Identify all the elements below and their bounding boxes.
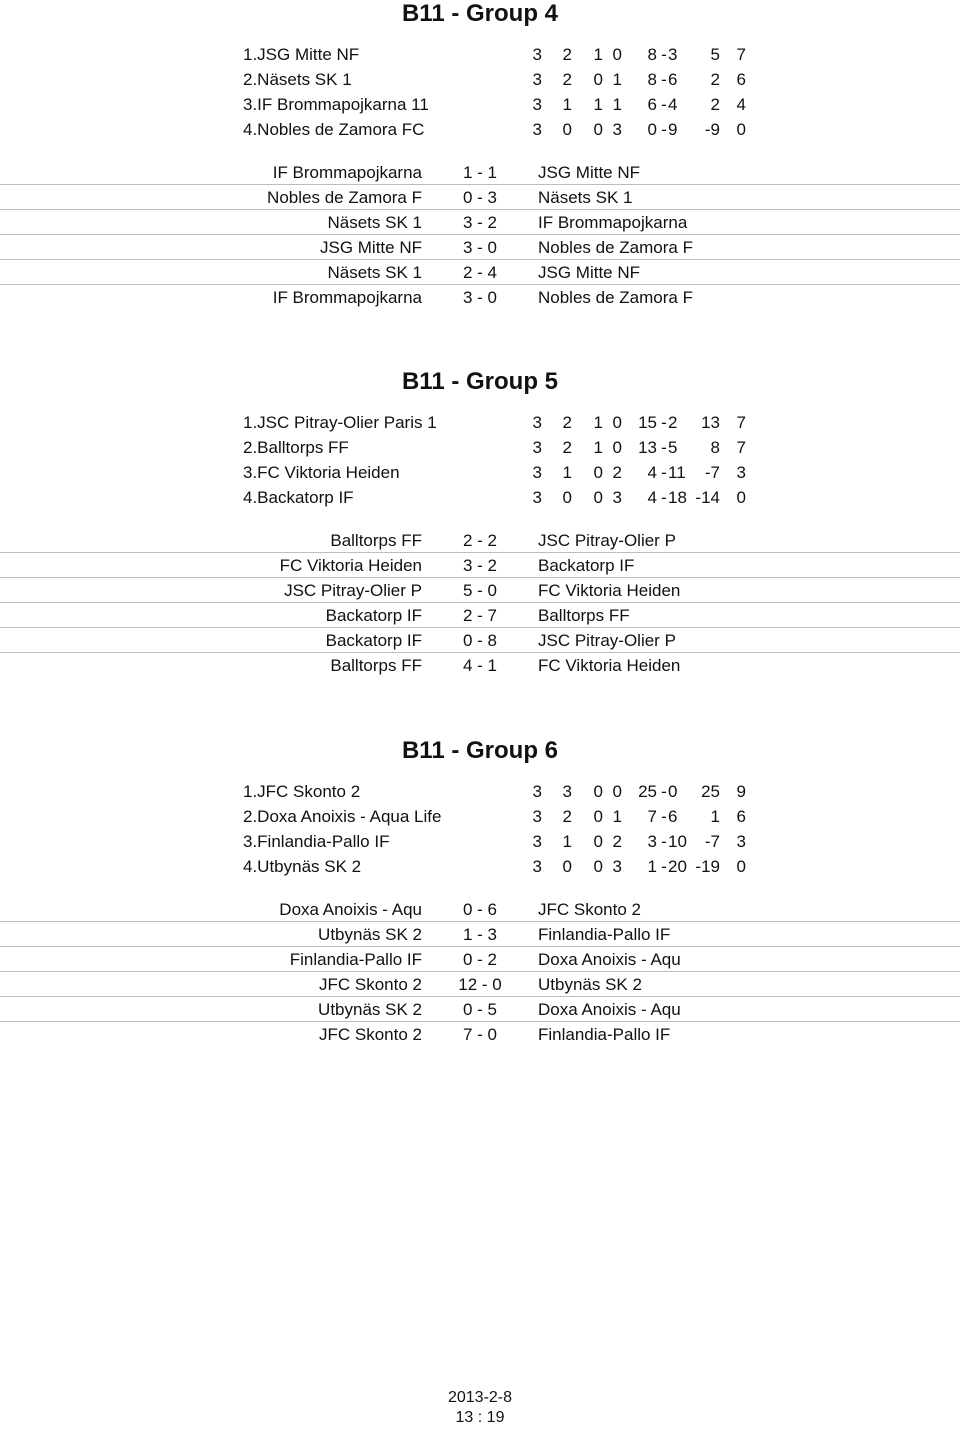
standings-table bbox=[0, 42, 960, 142]
played: 3 bbox=[532, 45, 542, 64]
team-name: 3.FC Viktoria Heiden bbox=[243, 463, 400, 482]
team-name: 2.Näsets SK 1 bbox=[243, 70, 352, 89]
goals-dash: - bbox=[661, 95, 667, 114]
match-row bbox=[0, 653, 960, 678]
team-name: 1.JSG Mitte NF bbox=[243, 45, 360, 64]
lost: 1 bbox=[612, 807, 622, 826]
won: 0 bbox=[562, 488, 572, 507]
won: 1 bbox=[562, 95, 572, 114]
points: 0 bbox=[736, 488, 746, 507]
match-score: 12 - 0 bbox=[458, 975, 502, 994]
goals-dash: - bbox=[661, 807, 667, 826]
match-row bbox=[0, 553, 960, 578]
goals-against: 20 bbox=[668, 857, 687, 876]
match-score: 0 - 5 bbox=[462, 1000, 498, 1019]
played: 3 bbox=[532, 832, 542, 851]
match-score: 1 - 3 bbox=[462, 925, 498, 944]
played: 3 bbox=[532, 438, 542, 457]
won: 2 bbox=[562, 413, 572, 432]
points: 0 bbox=[736, 120, 746, 139]
goals-against: 2 bbox=[668, 413, 678, 432]
goals-for: 25 bbox=[638, 782, 657, 801]
match-score: 7 - 0 bbox=[462, 1025, 498, 1044]
lost: 1 bbox=[612, 70, 622, 89]
match-list bbox=[0, 897, 960, 1047]
match-row bbox=[0, 603, 960, 628]
won: 2 bbox=[562, 70, 572, 89]
page-footer bbox=[0, 1388, 960, 1428]
away-team: JSG Mitte NF bbox=[538, 263, 641, 282]
drawn: 1 bbox=[593, 438, 603, 457]
footer-date: 2013-2-8 bbox=[447, 1389, 513, 1406]
standings-row bbox=[0, 485, 960, 510]
drawn: 0 bbox=[593, 463, 603, 482]
home-team: JSG Mitte NF bbox=[319, 238, 422, 257]
match-score: 0 - 8 bbox=[462, 631, 498, 650]
team-name: 4.Backatorp IF bbox=[243, 488, 354, 507]
standings-row bbox=[0, 117, 960, 142]
home-team: IF Brommapojkarna bbox=[272, 163, 422, 182]
goals-for: 1 bbox=[647, 857, 657, 876]
match-score: 0 - 2 bbox=[462, 950, 498, 969]
match-score: 2 - 4 bbox=[462, 263, 498, 282]
goals-dash: - bbox=[661, 857, 667, 876]
match-score: 3 - 0 bbox=[462, 238, 498, 257]
away-team: IF Brommapojkarna bbox=[538, 213, 688, 232]
won: 2 bbox=[562, 45, 572, 64]
goals-for: 7 bbox=[647, 807, 657, 826]
away-team: JSC Pitray-Olier P bbox=[538, 531, 676, 550]
lost: 3 bbox=[612, 120, 622, 139]
points: 9 bbox=[736, 782, 746, 801]
match-score: 4 - 1 bbox=[462, 656, 498, 675]
standings-row bbox=[0, 42, 960, 67]
match-list bbox=[0, 528, 960, 678]
won: 1 bbox=[562, 463, 572, 482]
home-team: Backatorp IF bbox=[325, 631, 422, 650]
played: 3 bbox=[532, 782, 542, 801]
home-team: Näsets SK 1 bbox=[327, 263, 422, 282]
played: 3 bbox=[532, 413, 542, 432]
goals-against: 3 bbox=[668, 45, 678, 64]
away-team: JFC Skonto 2 bbox=[538, 900, 641, 919]
goals-dash: - bbox=[661, 463, 667, 482]
goals-against: 10 bbox=[668, 832, 687, 851]
away-team: Nobles de Zamora F bbox=[538, 238, 693, 257]
goals-dash: - bbox=[661, 832, 667, 851]
home-team: Balltorps FF bbox=[330, 531, 422, 550]
match-row bbox=[0, 235, 960, 260]
goals-against: 11 bbox=[668, 463, 686, 482]
match-score: 0 - 6 bbox=[462, 900, 498, 919]
drawn: 0 bbox=[593, 782, 603, 801]
goal-difference: 2 bbox=[710, 95, 720, 114]
match-row bbox=[0, 628, 960, 653]
played: 3 bbox=[532, 120, 542, 139]
played: 3 bbox=[532, 488, 542, 507]
won: 1 bbox=[562, 832, 572, 851]
goals-against: 18 bbox=[668, 488, 687, 507]
drawn: 0 bbox=[593, 488, 603, 507]
home-team: Utbynäs SK 2 bbox=[318, 1000, 422, 1019]
points: 7 bbox=[736, 45, 746, 64]
team-name: 1.JSC Pitray-Olier Paris 1 bbox=[243, 413, 437, 432]
played: 3 bbox=[532, 857, 542, 876]
match-score: 3 - 2 bbox=[462, 213, 498, 232]
away-team: Näsets SK 1 bbox=[538, 188, 633, 207]
home-team: JSC Pitray-Olier P bbox=[284, 581, 422, 600]
drawn: 1 bbox=[593, 45, 603, 64]
won: 3 bbox=[562, 782, 572, 801]
away-team: JSG Mitte NF bbox=[538, 163, 641, 182]
match-row bbox=[0, 160, 960, 185]
goals-dash: - bbox=[661, 782, 667, 801]
drawn: 1 bbox=[593, 95, 603, 114]
home-team: Balltorps FF bbox=[330, 656, 422, 675]
drawn: 0 bbox=[593, 120, 603, 139]
away-team: Finlandia-Pallo IF bbox=[538, 1025, 671, 1044]
team-name: 1.JFC Skonto 2 bbox=[243, 782, 361, 801]
goals-for: 3 bbox=[647, 832, 657, 851]
match-row bbox=[0, 578, 960, 603]
goals-for: 0 bbox=[647, 120, 657, 139]
home-team: Utbynäs SK 2 bbox=[318, 925, 422, 944]
goals-against: 0 bbox=[668, 782, 678, 801]
away-team: Doxa Anoixis - Aqu bbox=[538, 1000, 681, 1019]
goals-against: 6 bbox=[668, 70, 678, 89]
goal-difference: 2 bbox=[710, 70, 720, 89]
team-name: 2.Doxa Anoixis - Aqua Life bbox=[243, 807, 442, 826]
goals-against: 6 bbox=[668, 807, 678, 826]
goals-dash: - bbox=[661, 438, 667, 457]
home-team: JFC Skonto 2 bbox=[319, 975, 422, 994]
lost: 3 bbox=[612, 857, 622, 876]
away-team: Doxa Anoixis - Aqu bbox=[538, 950, 681, 969]
match-row bbox=[0, 285, 960, 310]
standings-table bbox=[0, 779, 960, 879]
standings-row bbox=[0, 435, 960, 460]
won: 2 bbox=[562, 438, 572, 457]
footer-page-number: 13 : 19 bbox=[455, 1409, 505, 1426]
standings-row bbox=[0, 854, 960, 879]
standings-table bbox=[0, 410, 960, 510]
home-team: Finlandia-Pallo IF bbox=[289, 950, 422, 969]
lost: 0 bbox=[612, 782, 622, 801]
goals-dash: - bbox=[661, 413, 667, 432]
goals-for: 4 bbox=[647, 463, 657, 482]
team-name: 3.Finlandia-Pallo IF bbox=[243, 832, 390, 851]
match-score: 3 - 2 bbox=[462, 556, 498, 575]
lost: 1 bbox=[612, 95, 622, 114]
goals-dash: - bbox=[661, 45, 667, 64]
won: 2 bbox=[562, 807, 572, 826]
team-name: 2.Balltorps FF bbox=[243, 438, 349, 457]
match-score: 2 - 2 bbox=[462, 531, 498, 550]
drawn: 0 bbox=[593, 70, 603, 89]
away-team: Backatorp IF bbox=[538, 556, 635, 575]
played: 3 bbox=[532, 70, 542, 89]
goals-for: 15 bbox=[638, 413, 657, 432]
match-score: 2 - 7 bbox=[462, 606, 498, 625]
away-team: JSC Pitray-Olier P bbox=[538, 631, 676, 650]
match-row bbox=[0, 260, 960, 285]
goal-difference: -19 bbox=[695, 857, 720, 876]
lost: 3 bbox=[612, 488, 622, 507]
lost: 0 bbox=[612, 413, 622, 432]
goal-difference: -9 bbox=[704, 120, 720, 139]
match-row bbox=[0, 210, 960, 235]
played: 3 bbox=[532, 463, 542, 482]
standings-row bbox=[0, 829, 960, 854]
goal-difference: 13 bbox=[701, 413, 720, 432]
match-row bbox=[0, 897, 960, 922]
points: 3 bbox=[736, 463, 746, 482]
standings-row bbox=[0, 92, 960, 117]
points: 3 bbox=[736, 832, 746, 851]
match-score: 1 - 1 bbox=[462, 163, 498, 182]
home-team: JFC Skonto 2 bbox=[319, 1025, 422, 1044]
goals-against: 9 bbox=[668, 120, 678, 139]
away-team: Finlandia-Pallo IF bbox=[538, 925, 671, 944]
drawn: 0 bbox=[593, 832, 603, 851]
away-team: FC Viktoria Heiden bbox=[538, 581, 681, 600]
points: 6 bbox=[736, 70, 746, 89]
goals-for: 8 bbox=[647, 45, 657, 64]
lost: 0 bbox=[612, 45, 622, 64]
points: 0 bbox=[736, 857, 746, 876]
goal-difference: 8 bbox=[710, 438, 720, 457]
goal-difference: -7 bbox=[704, 463, 720, 482]
match-row bbox=[0, 972, 960, 997]
match-row bbox=[0, 528, 960, 553]
home-team: Doxa Anoixis - Aqu bbox=[279, 900, 422, 919]
goals-against: 4 bbox=[668, 95, 678, 114]
points: 7 bbox=[736, 438, 746, 457]
team-name: 3.IF Brommapojkarna 11 bbox=[243, 95, 429, 114]
standings-row bbox=[0, 804, 960, 829]
team-name: 4.Utbynäs SK 2 bbox=[243, 857, 362, 876]
lost: 0 bbox=[612, 438, 622, 457]
points: 6 bbox=[736, 807, 746, 826]
away-team: Utbynäs SK 2 bbox=[538, 975, 642, 994]
standings-row bbox=[0, 67, 960, 92]
goals-against: 5 bbox=[668, 438, 678, 457]
group-title: B11 - Group 5 bbox=[401, 368, 559, 395]
points: 7 bbox=[736, 413, 746, 432]
match-score: 0 - 3 bbox=[462, 188, 498, 207]
goal-difference: 25 bbox=[701, 782, 720, 801]
goal-difference: -7 bbox=[704, 832, 720, 851]
goal-difference: 1 bbox=[710, 807, 720, 826]
group-title: B11 - Group 6 bbox=[401, 737, 559, 764]
standings-row bbox=[0, 410, 960, 435]
home-team: Näsets SK 1 bbox=[327, 213, 422, 232]
home-team: Backatorp IF bbox=[325, 606, 422, 625]
played: 3 bbox=[532, 807, 542, 826]
match-score: 5 - 0 bbox=[462, 581, 498, 600]
away-team: Nobles de Zamora F bbox=[538, 288, 693, 307]
group-title: B11 - Group 4 bbox=[401, 0, 559, 27]
goals-for: 13 bbox=[638, 438, 657, 457]
played: 3 bbox=[532, 95, 542, 114]
standings-row bbox=[0, 460, 960, 485]
drawn: 0 bbox=[593, 857, 603, 876]
match-row bbox=[0, 1022, 960, 1047]
goals-dash: - bbox=[661, 70, 667, 89]
won: 0 bbox=[562, 857, 572, 876]
goals-dash: - bbox=[661, 488, 667, 507]
goals-for: 4 bbox=[647, 488, 657, 507]
goal-difference: 5 bbox=[710, 45, 720, 64]
lost: 2 bbox=[612, 832, 622, 851]
match-row bbox=[0, 922, 960, 947]
drawn: 0 bbox=[593, 807, 603, 826]
home-team: FC Viktoria Heiden bbox=[279, 556, 422, 575]
won: 0 bbox=[562, 120, 572, 139]
points: 4 bbox=[736, 95, 746, 114]
goals-dash: - bbox=[661, 120, 667, 139]
home-team: IF Brommapojkarna bbox=[272, 288, 422, 307]
lost: 2 bbox=[612, 463, 622, 482]
home-team: Nobles de Zamora F bbox=[267, 188, 422, 207]
drawn: 1 bbox=[593, 413, 603, 432]
standings-row bbox=[0, 779, 960, 804]
match-row bbox=[0, 947, 960, 972]
match-row bbox=[0, 997, 960, 1022]
match-list bbox=[0, 160, 960, 310]
away-team: FC Viktoria Heiden bbox=[538, 656, 681, 675]
match-score: 3 - 0 bbox=[462, 288, 498, 307]
goals-for: 6 bbox=[647, 95, 657, 114]
match-row bbox=[0, 185, 960, 210]
goal-difference: -14 bbox=[695, 488, 720, 507]
goals-for: 8 bbox=[647, 70, 657, 89]
team-name: 4.Nobles de Zamora FC bbox=[243, 120, 425, 139]
away-team: Balltorps FF bbox=[538, 606, 630, 625]
